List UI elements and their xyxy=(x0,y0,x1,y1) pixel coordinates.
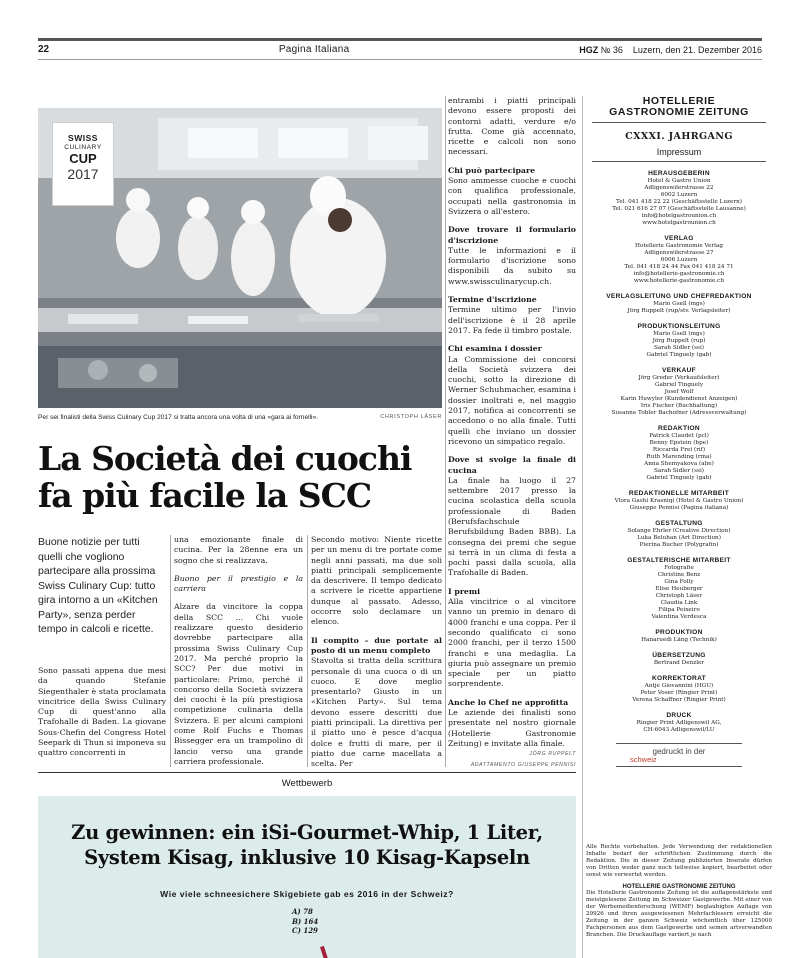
masthead-rule xyxy=(592,122,766,123)
impressum-block xyxy=(586,323,772,359)
impressum-block-line: Karin Huwyler (Kundendienst Anzeigen) xyxy=(620,396,738,402)
impressum-block-line: Gabriel Tinguely (gab) xyxy=(646,475,712,481)
article-column-2 xyxy=(174,535,303,775)
impressum-block-line: www.hotellerie-gastronomie.ch xyxy=(633,278,724,284)
impressum-block-title: KORREKTORAT xyxy=(652,675,706,682)
column-3-paragraph: Secondo motivo: Niente ricette per un menu di tre portate come negli anni passati, ma due soli piatti principali semplicemente da descrivere. Il tempo dedicato a scrivere le ricette appartiene dunque al passato. Adesso, occorre solo declamare un elenco. xyxy=(311,535,442,627)
impressum-block-line: Sarah Sidler (ssi) xyxy=(653,468,705,474)
header-divider xyxy=(38,59,762,60)
impressum-block xyxy=(586,520,772,549)
impressum-block-line: Gabriel Tinguely xyxy=(654,382,704,388)
impressum-block-title: GESTALTERISCHE MITARBEIT xyxy=(627,557,731,564)
impressum-block-title: HERAUSGEBERIN xyxy=(648,170,710,177)
info-subheading: Termine d'iscrizione xyxy=(448,295,537,305)
column-3-section xyxy=(311,636,442,770)
info-subheading: Anche lo Chef ne approfitta xyxy=(448,697,569,707)
column-2-paragraph: una emozionante finale di cucina. Per la 28enne era un sogno che si realizzava. xyxy=(174,535,303,565)
article-column-4 xyxy=(448,96,576,778)
impressum-block-line: Jörg Ruppelt (rup/stv. Verlagsleiter) xyxy=(627,308,731,314)
impressum-block-line: Gina Folly xyxy=(664,579,694,585)
impressum-block-line: info@hotelgastrounion.ch xyxy=(641,213,717,219)
info-section xyxy=(448,698,576,770)
logo-line-2: CULINARY xyxy=(64,144,102,151)
adaptation-credit: ADATTAMENTO GIUSEPPE PENNISI xyxy=(470,761,576,768)
impressum-block-line: Pierina Bucher (Polygrafin) xyxy=(639,542,719,548)
contest-options xyxy=(292,907,318,936)
column-divider xyxy=(307,535,308,767)
info-text: La Commissione dei concorsi della Società svizzera dei cuochi, sotto la direzione di Werner Schuhmacher, esamina i dossier inoltrati e, nel maggio 2017, notifica ai concorrenti se accedono o no alla finale. Tutti quelli che inviano un dossier ricevono un simpatico regalo. xyxy=(448,354,576,446)
impressum-block-line: Josef Wolf xyxy=(664,389,694,395)
column-4-paragraph: entrambi i piatti principali devono essere proposti dei contorni adatti, verdure e/o frutta. Come già accennato, ricette e calcoli non sono necessari. xyxy=(448,96,576,157)
issue-date: Luzern, den 21. Dezember 2016 xyxy=(632,44,762,55)
column-divider xyxy=(445,96,446,767)
impressum-block-title: PRODUKTIONSLEITUNG xyxy=(637,323,721,330)
impressum-block xyxy=(586,675,772,704)
contest-box xyxy=(38,796,576,958)
info-text: Alla vincitrice o al vincitore vanno un premio in denaro di 4000 franchi e una coppa. Per il secondo qualificato ci sono 2000 franchi, per il terzo 1500 franchi e una medaglia. La giuria può assegnare un premio speciale per un piatto sorprendente. xyxy=(448,597,576,689)
jahrgang: CXXXI. JAHRGANG xyxy=(625,131,733,142)
column-3-paragraph: Stavolta si tratta della scrittura personale di una cuoca o di un cuoco. E dove meglio presentarlo? Giusto in un «Kitchen Party». Sul tema devono essere descritti due piatti principali. La direttiva per il piatto uno è pesce d'acqua dolce e frutti di mare, per il piatto due carne macellata a scelta. Per xyxy=(311,656,442,769)
legal-description: Die Hotellerie Gastronomie Zeitung ist die auflagenstärkste und meistgelesene Zeitung im Schweizer Gastgewerbe. Mit einer von der Werbemedienforschung (WEMF) beglaubigten Auflage von 29926 und ihren ausgewiesenen Mehrfachlesern erreicht die Zeitung in der ganzen Schweiz wöchentlich über 125000 Fachpersonen aus dem Gastgewerbe und seinen artverwandten Branchen. Die Druckauflage variiert je nach xyxy=(586,890,772,938)
issue-number: № 36 xyxy=(600,44,623,55)
impressum-block-line: Luka Beluhan (Art Direction) xyxy=(637,535,721,541)
contest-label: Wettbewerb xyxy=(281,778,333,789)
impressum-block xyxy=(586,170,772,227)
impressum-block-title: DRUCK xyxy=(666,712,692,719)
impressum-block-line: Bertrand Denzler xyxy=(653,660,705,666)
impressum-block-line: Benny Epstein (bpe) xyxy=(649,440,709,446)
print-rule xyxy=(616,766,742,767)
impressum-block xyxy=(586,367,772,417)
impressum-block xyxy=(586,712,772,734)
impressum-block-line: Hanaruedi Läng (Technik) xyxy=(641,637,717,643)
sidebar-divider xyxy=(582,96,583,958)
photo-caption xyxy=(38,414,442,421)
page-header xyxy=(38,38,762,58)
impressum-block xyxy=(586,557,772,621)
info-text: Sono ammesse cuoche e cuochi con qualifica professionale, occupati nella gastronomia in Svizzera o all'estero. xyxy=(448,176,576,216)
impressum-block-title: REDAKTIONELLE MITARBEIT xyxy=(628,490,730,497)
impressum-block-line: Giuseppe Pennisi (Pagina italiana) xyxy=(629,505,729,511)
legal-rights: Alle Rechte vorbehalten. Jede Verwendung der redaktionellen Inhalte bedarf der schriftlichen Zustimmung durch die Redaktion. Die in dieser Zeitung publizierten Inserate dürfen von Dritten weder ganz noch teilweise kopiert, bearbeitet oder sonst wie verwertet werden. xyxy=(586,844,772,878)
legal-notice xyxy=(586,844,772,939)
info-section xyxy=(448,344,576,447)
masthead-line-2: GASTRONOMIE ZEITUNG xyxy=(609,106,749,118)
impressum-block-line: Jörg Ruppelt (rup) xyxy=(652,338,706,344)
contest-divider xyxy=(38,772,576,773)
impressum-block-line: 6006 Luzern xyxy=(660,257,698,263)
caption-text: Per sei finalisti della Swiss Culinary Cup 2017 si tratta ancora una volta di una «gara ai fornelli». xyxy=(38,414,319,421)
impressum-block xyxy=(586,652,772,667)
info-text: Tutte le informazioni e il formulario d'iscrizione sono disponibili da subito su www.swissculinarycup.ch. xyxy=(448,245,576,286)
impressum-block-line: Patrick Claudet (pcl) xyxy=(649,433,709,439)
impressum-block-line: Filipa Peixeiro xyxy=(658,607,700,613)
photo-credit: CHRISTOPH LÄSER xyxy=(380,414,442,420)
impressum-block-line: Ringier Print Adligenswil AG, xyxy=(636,720,722,726)
impressum-block-line: Peter Voser (Ringier Print) xyxy=(640,690,718,696)
column-2-subheading: Buono per il prestigio e la carriera xyxy=(174,573,303,594)
kitchen-photo xyxy=(38,108,442,408)
logo-line-3: CUP xyxy=(69,151,97,166)
article-column-1 xyxy=(38,666,166,767)
impressum-block-title: VERKAUF xyxy=(662,367,696,374)
impressum-block-line: Tel. 021 616 27 07 (Geschäftsstelle Lausanne) xyxy=(612,206,746,212)
impressum-block-line: Christine Benz xyxy=(657,572,701,578)
article-lead: Buone notizie per tutti quelli che vogliono partecipare alla prossima Swiss Culinary Cup: tutto gira intorno a un «Kitchen Party», senza perder tempo in calcoli e ricette. xyxy=(38,536,158,635)
info-text: Le aziende dei finalisti sono presentate nel nostro giornale (Hotellerie Gastronomie Zeitung) e invitate alla finale. xyxy=(448,708,576,748)
impressum-block-line: Valentina Verdesca xyxy=(651,614,707,620)
impressum-block-title: PRODUKTION xyxy=(655,629,703,636)
impressum-block-line: Iris Fischer (Buchhaltung) xyxy=(640,403,718,409)
impressum-block-line: Adligenswilerstrasse 27 xyxy=(644,250,714,256)
contest-title-line-2: System Kisag, inklusive 10 Kisag-Kapseln xyxy=(84,846,530,869)
impressum-block-line: Jörg Greder (Verkaufsleiter) xyxy=(638,375,720,381)
info-subheading: Dove si svolge la finale di cucina xyxy=(448,455,576,475)
impressum-block-title: REDAKTION xyxy=(658,425,700,432)
legal-title: HOTELLERIE GASTRONOMIE ZEITUNG xyxy=(622,883,736,890)
impressum-block-line: Susanne Tobler Bachofner (Adressverwaltung) xyxy=(611,410,747,416)
impressum-block-line: Vlora Gashi Krasniqi (Hotel & Gastro Union) xyxy=(614,498,744,504)
impressum-block-line: Verena Schaffner (Ringier Print) xyxy=(632,697,726,703)
impressum-block-line: Elise Heuberger xyxy=(655,586,703,592)
impressum-block-line: CH-6043 Adligenswil/LU xyxy=(643,727,715,733)
impressum-block-line: Christoph Läser xyxy=(655,593,703,599)
info-subheading: Dove trovare il formulario d'iscrizione xyxy=(448,225,576,245)
page-number: 22 xyxy=(38,44,50,55)
contest-option-c: C) 129 xyxy=(292,926,318,935)
impressum-block-title: ÜBERSETZUNG xyxy=(652,652,706,659)
impressum-title: Impressum xyxy=(592,147,766,162)
logo-line-4: 2017 xyxy=(67,166,99,182)
impressum-block-line: Tel. 041 418 22 22 (Geschäftsstelle Luzern) xyxy=(616,199,742,205)
author-signature: JÖRG RUPPELT xyxy=(529,751,576,758)
impressum-block-line: Ruth Marending (rma) xyxy=(646,454,712,460)
swiss-culinary-cup-logo xyxy=(52,122,114,206)
printed-in-country: schweiz xyxy=(630,755,657,764)
info-section xyxy=(448,295,576,336)
issue-info xyxy=(579,45,762,55)
impressum-block-title: VERLAGSLEITUNG UND CHEFREDAKTION xyxy=(606,293,752,300)
contest-question: Wie viele schneesichere Skigebiete gab es 2016 in der Schweiz? xyxy=(160,889,454,899)
info-subheading: Chi esamina i dossier xyxy=(448,344,542,354)
impressum-block xyxy=(586,235,772,285)
article-column-3 xyxy=(311,535,442,778)
info-section xyxy=(448,225,576,287)
info-subheading: Chi può partecipare xyxy=(448,165,536,175)
article-headline: La Società dei cuochi fa più facile la SCC xyxy=(38,439,412,515)
impressum-block xyxy=(586,293,772,315)
info-text: Termine ultimo per l'invio dell'iscrizione è il 28 aprile 2017. Fa fede il timbro postale. xyxy=(448,305,576,335)
impressum-block-line: Anna Shemyakova (ahe) xyxy=(644,461,714,467)
pen-graphic xyxy=(320,946,330,958)
info-section xyxy=(448,166,576,217)
impressum-block-line: Riccarda Frei (rif) xyxy=(652,447,706,453)
column-3-subheading: Il compito – due portate al posto di un menu completo xyxy=(311,635,442,655)
section-title: Pagina Italiana xyxy=(278,44,350,55)
impressum-block-line: info@hotellerie-gastronomie.ch xyxy=(633,271,725,277)
impressum-block-line: Solange Ehrler (Creative Direction) xyxy=(627,528,731,534)
contest-option-a: A) 78 xyxy=(292,907,313,916)
impressum-blocks xyxy=(586,170,772,734)
impressum-block-line: Tel. 041 418 24 44 Fax 041 418 24 71 xyxy=(624,264,734,270)
paper-abbr: HGZ xyxy=(579,44,599,55)
impressum-block-line: Gabriel Tinguely (gab) xyxy=(646,352,712,358)
contest-title-line-1: Zu gewinnen: ein iSi-Gourmet-Whip, 1 Liter, xyxy=(71,821,543,844)
column-divider xyxy=(170,535,171,767)
info-section xyxy=(448,587,576,690)
impressum-block-line: Antje Giovannini (HGU) xyxy=(644,683,714,689)
info-text: La finale ha luogo il 27 settembre 2017 presso la cucina scolastica della scuola professionale di Baden (Berufsfachschule Berufsbildung Baden BBB). La consegna dei premi che segue si terrà in un clima di festa a pochi passi dalla scuola, alla Trafohalle di Baden. xyxy=(448,475,576,578)
impressum-block-line: www.hotelgastrounion.ch xyxy=(642,220,716,226)
logo-line-1: SWISS xyxy=(68,133,98,143)
impressum-block-line: Sarah Sidler (ssi) xyxy=(653,345,705,351)
impressum-block-line: Hotellerie Gastronomie Verlag xyxy=(634,243,724,249)
column-1-text: Sono passati appena due mesi da quando Stefanie Siegenthaler è stata proclamata vincitrice della Swiss Culinary Cup di quest'anno alla Trafohalle di Baden. La giovane Sous-Chefin del Congress Hotel Seepark di Thun si imponeva su quattro concorrenti in xyxy=(38,666,166,758)
column-2-paragraph: Alzare da vincitore la coppa della SCC ... Chi vuole realizzare questo desiderio dovrebbe partecipare alla prossima Swiss Culinary Cup 2017. Ma perché proprio la SCC? Per due motivi in particolare: Primo, perché il concorso della Società svizzera dei cuochi è la più prestigiosa competizione culinaria della Svizzera. E per alcuni campioni come Rolf Fuchs e Thomas Bissegger era un trampolino di lancio verso una grande carriera professionale. xyxy=(174,602,303,766)
impressum-block-line: 6002 Luzern xyxy=(660,192,698,198)
impressum-block-line: Adligenswilerstrasse 22 xyxy=(644,185,714,191)
impressum-block xyxy=(586,490,772,512)
impressum-block-title: GESTALTUNG xyxy=(655,520,703,527)
impressum-block-line: Mario Gsell (mgs) xyxy=(653,301,705,307)
contest-title xyxy=(38,820,576,870)
info-subheading: I premi xyxy=(448,586,481,596)
impressum-block-line: Fotografie xyxy=(664,565,694,571)
impressum-block xyxy=(586,629,772,644)
impressum-block-line: Claudia Link xyxy=(660,600,698,606)
info-section xyxy=(448,455,576,579)
masthead-line-1: HOTELLERIE xyxy=(642,95,716,107)
impressum-sidebar xyxy=(586,96,772,767)
impressum-block xyxy=(586,425,772,482)
impressum-block-line: Hotel & Gastro Union xyxy=(647,178,711,184)
impressum-block-line: Mario Gsell (mgs) xyxy=(653,331,705,337)
printed-in-label: gedruckt in der xyxy=(616,743,742,756)
impressum-block-title: VERLAG xyxy=(664,235,694,242)
contest-option-b: B) 164 xyxy=(292,916,319,926)
